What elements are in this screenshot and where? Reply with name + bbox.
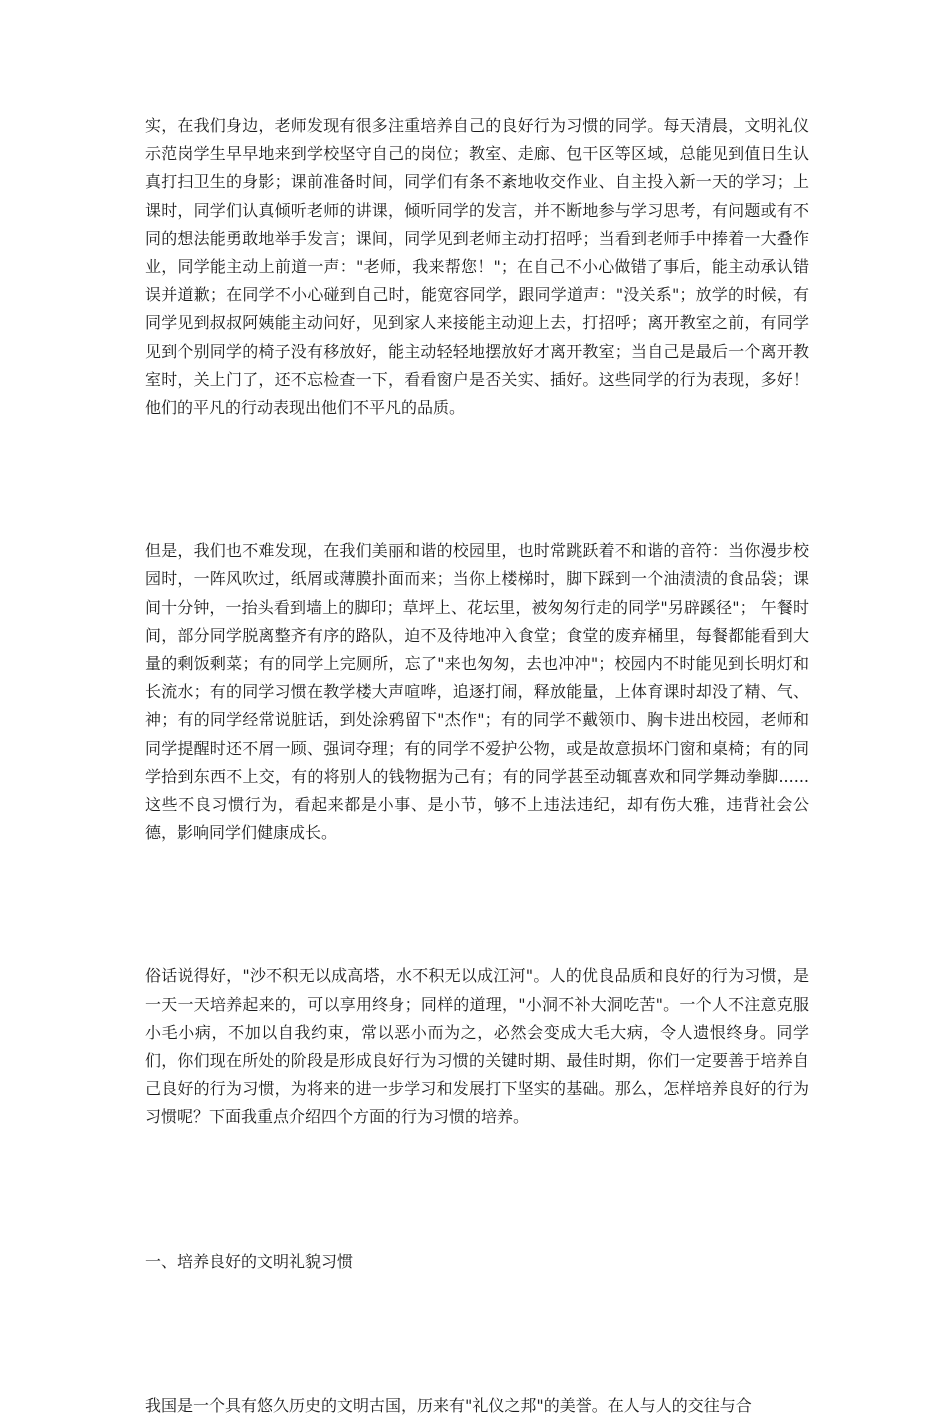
section-heading: 一、培养良好的文明礼貌习惯: [145, 1251, 354, 1271]
paragraph-spacer: [145, 847, 809, 962]
paragraph-bad-habits: 但是，我们也不难发现，在我们美丽和谐的校园里，也时常跳跃着不和谐的音符：当你漫步校园时，一阵风吹过，纸屑或薄膜扑面而来；当你上楼梯时，脚下踩到一个油渍渍的食品袋；课间十分钟，一抬头看到墙上的脚印；草坪上、花坛里，被匆匆行走的同学"另辟蹊径"； 午餐时间，部分同学脱离整齐有序的路队，迫不及待地冲入食堂；食堂的废弃桶里，每餐都能看到大量的剩饭剩菜；有的同学上完厕所，忘了"来也匆匆，去也冲冲"；校园内不时能见到长明灯和长流水；有的同学习惯在教学楼大声喧哗，追逐打闹，释放能量，上体育课时却没了精、气、神；有的同学经常说脏话，到处涂鸦留下"杰作"；有的同学不戴领巾、胸卡进出校园，老师和同学提醒时还不屑一顾、强词夺理；有的同学不爱护公物，或是故意损坏门窗和桌椅；有的同学拾到东西不上交，有的将别人的钱物据为己有；有的同学甚至动辄喜欢和同学舞动拳脚......这些不良习惯行为，看起来都是小事、是小节，够不上违法违纪，却有伤大雅，违背社会公德，影响同学们健康成长。: [145, 541, 809, 843]
paragraph-good-habits: 实，在我们身边，老师发现有很多注重培养自己的良好行为习惯的同学。每天清晨，文明礼仪示范岗学生早早地来到学校坚守自己的岗位；教室、走廊、包干区等区域，总能见到值日生认真打扫卫生的身影；课前准备时间，同学们有条不紊地收交作业、自主投入新一天的学习；上课时，同学们认真倾听老师的讲课，倾听同学的发言，并不断地参与学习思考，有问题或有不同的想法能勇敢地举手发言；课间，同学见到老师主动打招呼；当看到老师手中捧着一大叠作业，同学能主动上前道一声："老师，我来帮您！"；在自己不小心做错了事后，能主动承认错误并道歉；在同学不小心碰到自己时，能宽容同学，跟同学道声："没关系"；放学的时候，有同学见到叔叔阿姨能主动问好，见到家人来接能主动迎上去，打招呼；离开教室之前，有同学见到个别同学的椅子没有移放好，能主动轻轻地摆放好才离开教室；当自己是最后一个离开教室时，关上门了，还不忘检查一下，看看窗户是否关实、插好。这些同学的行为表现，多好！他们的平凡的行动表现出他们不平凡的品质。: [145, 116, 809, 418]
paragraph-spacer: [145, 422, 809, 537]
paragraph-spacer: [145, 1132, 809, 1248]
paragraph-spacer: [145, 1276, 809, 1392]
paragraph-proverb: 俗话说得好，"沙不积无以成高塔，水不积无以成江河"。人的优良品质和良好的行为习惯，是一天一天培养起来的，可以享用终身；同样的道理，"小洞不补大洞吃苦"。一个人不注意克服小毛小病，不加以自我约束，常以恶小而为之，必然会变成大毛大病，令人遗恨终身。同学们，你们现在所处的阶段是形成良好行为习惯的关键时期、最佳时期，你们一定要善于培养自己良好的行为习惯，为将来的进一步学习和发展打下坚实的基础。那么，怎样培养良好的行为习惯呢？下面我重点介绍四个方面的行为习惯的培养。: [145, 966, 809, 1127]
paragraph-etiquette-intro: 我国是一个具有悠久历史的文明古国，历来有"礼仪之邦"的美誉。在人与人的交往与合: [145, 1395, 752, 1415]
document-page: [145, 112, 809, 1420]
